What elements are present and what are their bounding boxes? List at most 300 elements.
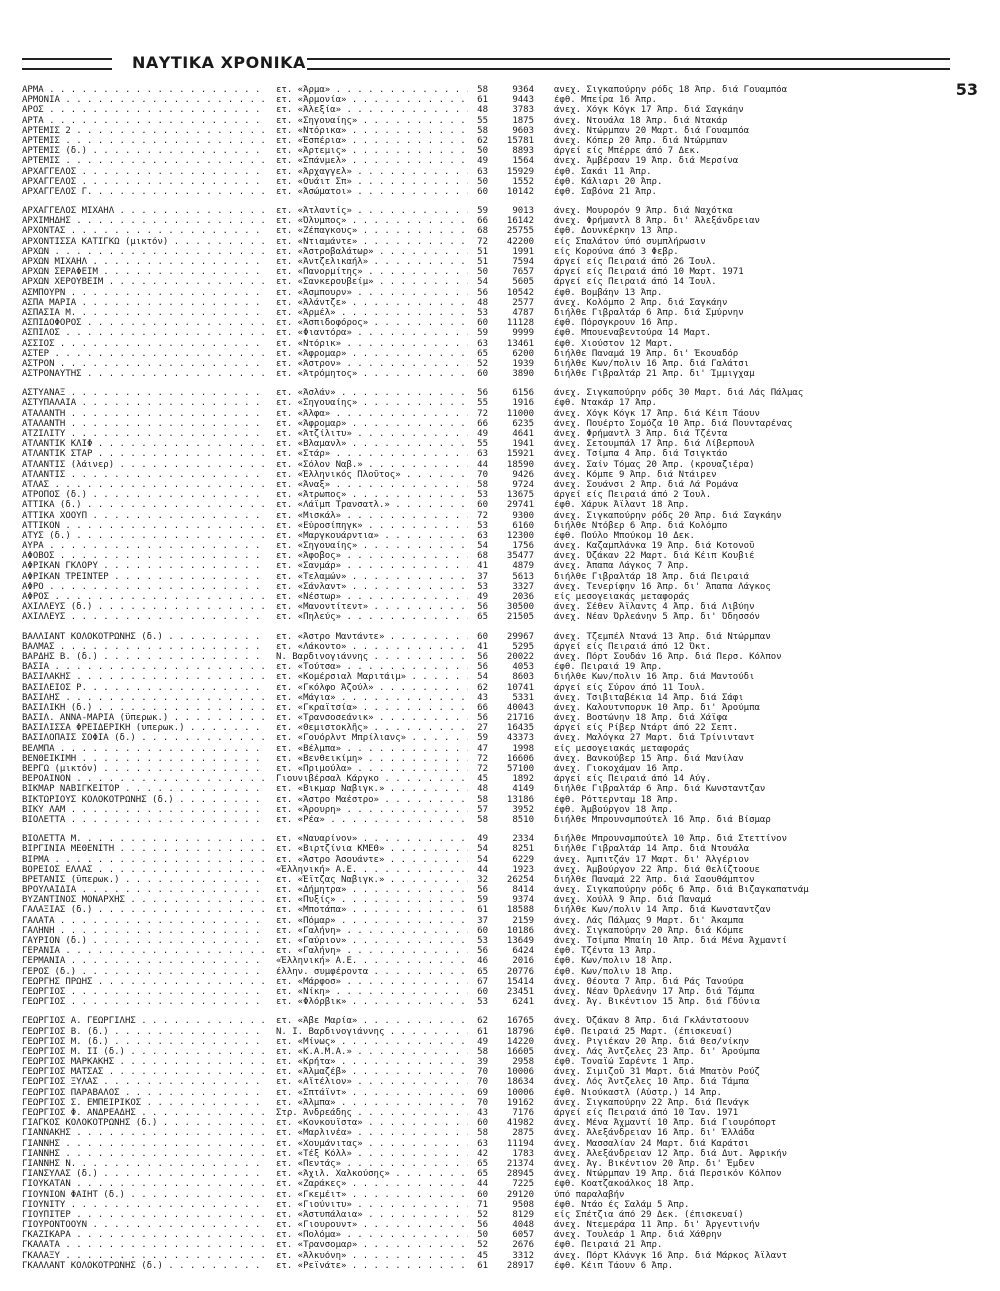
owner-agent: ετ. «Άλμπα» . . . (276, 1098, 468, 1108)
movement-status: άνεχ. Πουέρτο Σομόζα 10 Άπρ. διά Πουνταρένας (554, 418, 793, 429)
ship-name: ΑΤΤΙΚΑ (δ.) . . . (22, 500, 267, 510)
tonnage: 2577 (512, 297, 534, 308)
movement-status: άνεχ. Σουάνσι 2 Άπρ. διά Λά Ρομάνα (554, 479, 739, 490)
ship-name: ΒΙΡΜΑ . . . (22, 855, 267, 865)
ship-name: ΒΕΡΟΑΙΝΟΝ . . . (22, 774, 267, 784)
build-year: 66 (477, 418, 488, 429)
ship-name: ΑΥΡΑ . . . (22, 541, 267, 551)
owner-agent: ετ. «Άλμαζέβ» . . . (276, 1067, 468, 1077)
movement-status: άργεί είς Πειραιά άπό 26 Ίουλ. (554, 257, 717, 267)
ship-name: ΒΑΛΜΑΣ . . . (22, 642, 267, 652)
ship-name: ΑΣΣΙΟΣ . . . (22, 339, 267, 349)
owner-agent: ετ. «Τρανσοσεάνικ» . . . (276, 713, 468, 723)
build-year: 48 (477, 297, 488, 308)
tonnage: 20022 (506, 651, 534, 662)
owner-agent: ετ. «Άναξ» . . . (276, 480, 468, 490)
ship-entry-row (22, 460, 982, 470)
ship-entry-row (22, 349, 982, 359)
build-year: 58 (477, 814, 488, 825)
movement-status: άνεχ. Τουλεάρ 1 Άπρ. διά Χάθρην (554, 1230, 722, 1241)
owner-agent: ετ. «Λάϊμπ Τρανσατλ.» . . . (276, 500, 468, 510)
movement-status: έφθ. Τζέντα 13 Άπρ. (554, 946, 657, 957)
owner-agent: ετ. «Βικμαρ Ναβιγκ.» . . . (276, 784, 468, 794)
ship-entry-row (22, 216, 982, 226)
ship-name: ΓΚΑΛΑΤΑ . . . (22, 1240, 267, 1250)
ship-entry-row (22, 946, 982, 956)
owner-agent: έλλην. συμφέροντα . . . (276, 967, 468, 977)
ship-entry-row (22, 247, 982, 257)
ship-name: ΑΦΡΟΣ . . . (22, 592, 267, 602)
ship-name: ΒΑΡΔΗΣ Β. (δ.) . . . (22, 652, 267, 662)
movement-status: άνεχ. Καλουτνπορυκ 10 Άπρ. δι' Άρούμπα (554, 702, 760, 713)
tonnage: 8510 (512, 814, 534, 825)
owner-agent: ετ. «Μποτάπα» . . . (276, 905, 468, 915)
movement-status: άνεχ. Χούλλ 9 Άπρ. διά Παναμά (554, 895, 712, 906)
tonnage: 3312 (512, 1250, 534, 1261)
tonnage: 5295 (512, 641, 534, 652)
ship-entry-row (22, 1190, 982, 1200)
tonnage: 1783 (512, 1148, 534, 1159)
ship-entry-row (22, 561, 982, 571)
tonnage: 41982 (506, 1118, 534, 1129)
tonnage: 1923 (512, 864, 534, 875)
ship-name: ΓΙΟΥΡΟΝΤΟΟΥΝ . . . (22, 1220, 267, 1230)
ship-entry-row (22, 754, 982, 764)
owner-agent: ετ. «Εὐροσίπηγκ» . . . (276, 521, 468, 531)
ship-name: ΓΕΩΡΓΙΟΣ ΞΥΛΑΣ . . . (22, 1077, 267, 1087)
tonnage: 1875 (512, 115, 534, 126)
build-year: 72 (477, 510, 488, 521)
tonnage: 3952 (512, 804, 534, 815)
ship-name: ΑΣΠΙΔΟΦΟΡΟΣ . . . (22, 318, 267, 328)
ship-entry-row (22, 1251, 982, 1261)
tonnage: 3327 (512, 581, 534, 592)
build-year: 52 (477, 358, 488, 369)
ship-name: ΑΡΟΣ . . . (22, 105, 267, 115)
owner-agent: ετ. «Άρχαγγελ» . . . (276, 167, 468, 177)
owner-agent: ετ. «Πυξίς» . . . (276, 895, 468, 905)
build-year: 50 (477, 1230, 488, 1241)
owner-agent: ετ. «Άρτεμις» . . . (276, 146, 468, 156)
tonnage: 13649 (506, 936, 534, 946)
owner-agent: ετ. «Άστρον» . . . (276, 359, 468, 369)
movement-status: άνεχ. Καζαμπλάνκα 19 Άπρ. διά Κοτονοῦ (554, 541, 755, 552)
movement-status: άνεχ. Σιγκαπούρην 22 Άπρ. διά Πενάγκ (554, 1097, 750, 1108)
movement-status: διήλθε Γιβραλτάρ 18 Άπρ. διά Πειραιά (554, 571, 750, 582)
movement-status: ανεχ. Σιγκαπούρην ρόδς 18 Άπρ. διά Γουαμπόα (554, 85, 787, 95)
movement-status: άνεχ. Ντεμεράρα 11 Άπρ. δι' Άργεντινήν (554, 1220, 760, 1231)
movement-status: έφθ. Κάλιαρι 20 Άπρ. (554, 176, 663, 187)
ship-name: ΑΤΛΑΝΤΙΣ (λάινερ) . . . (22, 460, 267, 470)
ship-entry-row (22, 1230, 982, 1240)
tonnage: 25755 (506, 226, 534, 237)
ship-entry-row (22, 439, 982, 449)
build-year: 61 (477, 95, 488, 106)
build-year: 49 (477, 1036, 488, 1047)
ship-name: ΓΙΑΝΝΗΣ . . . (22, 1149, 267, 1159)
ship-entry-row (22, 1240, 982, 1250)
ship-entry-row (22, 1220, 982, 1230)
build-year: 70 (477, 1097, 488, 1108)
tonnage: 11000 (506, 408, 534, 419)
movement-status: άνεχ. Λός Άντζελες 10 Άπρ. διά Τάμπα (554, 1077, 750, 1088)
owner-agent: ετ. «Άτζίλιτυ» . . . (276, 429, 468, 439)
owner-agent: ετ. «Άσλάν» . . . (276, 388, 468, 398)
ship-entry-row (22, 602, 982, 612)
ship-name: ΓΕΩΡΓΙΟΣ ΜΑΤΣΑΣ . . . (22, 1067, 267, 1077)
build-year: 37 (477, 915, 488, 926)
ship-name: ΒΥΖΑΝΤΙΝΟΣ ΜΟΝΑΡΧΗΣ . . . (22, 895, 267, 905)
ship-entry-row (22, 531, 982, 541)
tonnage: 11128 (506, 318, 534, 329)
tonnage: 1939 (512, 358, 534, 369)
movement-status: έφθ. Πόρσγκρουν 16 Άπρ. (554, 318, 679, 329)
tonnage: 13675 (506, 490, 534, 501)
ship-name: ΓΙΑΝΣΥΛΑΣ (δ.) . . . (22, 1169, 267, 1179)
build-year: 52 (477, 1209, 488, 1220)
owner-agent: ετ. «Γαλήνη» . . . (276, 946, 468, 956)
tonnage: 9724 (512, 479, 534, 490)
owner-agent: ετ. «Γαύριον» . . . (276, 936, 468, 946)
build-year: 60 (477, 500, 488, 511)
tonnage: 6156 (512, 388, 534, 399)
ship-entry-row (22, 126, 982, 136)
ship-name: ΑΡΤΕΜΙΣ (δ.) . . . (22, 146, 267, 156)
owner-agent: ετ. «Χουμάνιτας» . . . (276, 1139, 468, 1149)
ship-entry-row (22, 429, 982, 439)
tonnage: 3890 (512, 369, 534, 380)
owner-agent: ετ. «Βενθεικίμη» . . . (276, 754, 468, 764)
ship-entry-row (22, 1016, 982, 1026)
ship-name: ΑΡΧΟΝΤΑΣ . . . (22, 226, 267, 236)
movement-status: άνεχ. Ντουάλα 18 Άπρ. διά Ντακάρ (554, 115, 728, 126)
owner-agent: ετ. «Μανοντίτεντ» . . . (276, 602, 468, 612)
owner-agent: ετ. «Έσπέρια» . . . (276, 136, 468, 146)
build-year: 42 (477, 1148, 488, 1159)
build-year: 45 (477, 774, 488, 785)
tonnage: 1991 (512, 246, 534, 257)
build-year: 60 (477, 186, 488, 197)
movement-status: άνεχ. Πόρτ Κλάνγκ 16 Άπρ. διά Μάρκος Άϊλαντ (554, 1250, 787, 1261)
ship-entry-row (22, 642, 982, 652)
ship-entry-row (22, 977, 982, 987)
movement-status: άνεχ. Σιγκαπούρην ρόδς 30 Μαρτ. διά Λάς Πάλμας (554, 388, 804, 399)
build-year: 52 (477, 1240, 488, 1251)
tonnage: 13186 (506, 794, 534, 805)
tonnage: 14220 (506, 1036, 534, 1047)
movement-status: άνεχ. Άγ. Βικέντιον 20 Άπρ. δι' Έμδεν (554, 1158, 755, 1169)
tonnage: 4149 (512, 784, 534, 795)
publication-title: ΝΑΥΤΙΚΑ ΧΡΟΝΙΚΑ (132, 53, 306, 72)
owner-agent: ετ. «Μισκάλ» . . . (276, 511, 468, 521)
ship-entry-row (22, 1261, 982, 1271)
build-year: 63 (477, 530, 488, 541)
ship-name: ΑΦΡΟ . . . (22, 582, 267, 592)
tonnage: 40043 (506, 702, 534, 713)
movement-status: είς μεσογειακάς μεταφοράς (554, 592, 690, 602)
ship-entry-row (22, 582, 982, 592)
ship-name: ΑΦΡΙΚΑΝ ΓΚΛΟΡΥ . . . (22, 561, 267, 571)
ship-name: ΓΚΑΖΙΚΑΡΑ . . . (22, 1230, 267, 1240)
ship-entry-row (22, 1210, 982, 1220)
tonnage: 10542 (506, 287, 534, 298)
build-year: 56 (477, 662, 488, 673)
tonnage: 9603 (512, 125, 534, 136)
build-year: 66 (477, 702, 488, 713)
movement-status: έφθ. Πούλο Μπούκομ 10 Δεκ. (554, 530, 695, 541)
owner-agent: ετ. «Ζαράκες» . . . (276, 1179, 468, 1189)
movement-status: έφθ. Πειραιά 21 Άπρ. (554, 1240, 663, 1251)
movement-status: έφθ. Ντακάρ 17 Άπρ. (554, 398, 657, 409)
movement-status: είς μεσογειακάς μεταφοράς (554, 743, 690, 754)
movement-status: άνεχ. Άμπιτζάν 17 Μαρτ. δι' Άλγέριον (554, 854, 750, 865)
tonnage: 18634 (506, 1077, 534, 1088)
movement-status: διήλθε Γιβραλτάρ 14 Άπρ. διά Ντουάλα (554, 844, 750, 855)
owner-agent: ετ. «Γκεμέιτ» . . . (276, 1190, 468, 1200)
owner-agent: ετ. «Άρουρη» . . . (276, 805, 468, 815)
ship-entry-row (22, 369, 982, 379)
owner-agent: ετ. «Άλφα» . . . (276, 409, 468, 419)
movement-status: έφθ. Πειραιά 25 Μαρτ. (έπισκευαί) (554, 1026, 733, 1037)
tonnage: 6160 (512, 520, 534, 531)
ship-name: ΒΕΡΓΩ (μικτόν) . . . (22, 764, 267, 774)
ship-name: ΓΑΛΑΤΑ . . . (22, 916, 267, 926)
ship-entry-row (22, 1057, 982, 1067)
tonnage: 29120 (506, 1189, 534, 1200)
tonnage: 2159 (512, 915, 534, 926)
tonnage: 18796 (506, 1026, 534, 1037)
ship-entry-row (22, 136, 982, 146)
ship-name: ΒΟΡΕΙΟΣ ΕΛΛΑΣ . . . (22, 865, 267, 875)
tonnage: 2016 (512, 956, 534, 967)
ship-name: ΑΤΖΙΛΙΤΥ . . . (22, 429, 267, 439)
owner-agent: ετ. «Άσμπουρν» . . . (276, 288, 468, 298)
build-year: 60 (477, 369, 488, 380)
movement-status: διήλθε Γιβραλτάρ 6 Άπρ. διά Σμύρνην (554, 307, 744, 318)
build-year: 60 (477, 1118, 488, 1129)
ship-name: ΓΚΑΛΛΑΝΤ ΚΟΛΟΚΟΤΡΩΝΗΣ (δ.) . . . (22, 1261, 267, 1271)
ship-entry-row (22, 592, 982, 602)
ship-name: ΓΙΟΥΝΙΟΝ ΦΑΙΗΤ (δ.) . . . (22, 1190, 267, 1200)
movement-status: άνεχ. Λάς Άντζελες 23 Άπρ. δι' Άρούμπα (554, 1046, 760, 1057)
owner-agent: ετ. «Πεντάς» . . . (276, 1159, 468, 1169)
owner-agent: ετ. «Άστυπάλαια» . . . (276, 1210, 468, 1220)
movement-status: άργεί είς Πειραιά άπό 12 Όκτ. (554, 641, 712, 652)
movement-status: άνεχ. Κόμπε 9 Άπρ. διά Ντάιρεν (554, 469, 717, 480)
build-year: 61 (477, 1026, 488, 1037)
tonnage: 4787 (512, 307, 534, 318)
owner-agent: Ν. Βαρδινογιάννης . . . (276, 652, 468, 662)
build-year: 57 (477, 804, 488, 815)
movement-status: άνεχ. Σιγκαπούρην ρόδς 6 Άπρ. διά Βιζαγκαπατνάμ (554, 885, 809, 896)
build-year: 41 (477, 641, 488, 652)
build-year: 60 (477, 925, 488, 936)
owner-agent: ετ. «Βέλμπα» . . . (276, 744, 468, 754)
tonnage: 9364 (512, 85, 534, 95)
ship-entry-row (22, 885, 982, 895)
movement-status: άργεί είς Πειραιά άπό 10 Μαρτ. 1971 (554, 267, 744, 278)
ship-entry-row (22, 1077, 982, 1087)
ship-name: ΓΕΩΡΓΙΟΣ . . . (22, 987, 267, 997)
owner-agent: ετ. «Κονκουΐστα» . . . (276, 1118, 468, 1128)
tonnage: 16765 (506, 1016, 534, 1027)
tonnage: 1916 (512, 398, 534, 409)
ship-name: ΓΑΛΗΝΗ . . . (22, 926, 267, 936)
ship-entry-row (22, 1200, 982, 1210)
build-year: 56 (477, 287, 488, 298)
build-year: 59 (477, 895, 488, 906)
tonnage: 28945 (506, 1169, 534, 1180)
ship-entry-row (22, 359, 982, 369)
ship-entry-row (22, 1098, 982, 1108)
build-year: 45 (477, 1250, 488, 1261)
tonnage: 16606 (506, 753, 534, 764)
build-year: 46 (477, 956, 488, 967)
tonnage: 3783 (512, 105, 534, 116)
movement-status: είς Κορούνα άπό 3 Φεβρ. (554, 246, 679, 257)
tonnage: 15929 (506, 166, 534, 177)
build-year: 62 (477, 1016, 488, 1027)
tonnage: 1998 (512, 743, 534, 754)
ship-entry-row (22, 257, 982, 267)
owner-agent: ετ. «Άτρόμητος» . . . (276, 369, 468, 379)
ship-entry-row (22, 541, 982, 551)
ship-entry-row (22, 1088, 982, 1098)
ship-entry-row (22, 470, 982, 480)
movement-status: έφθ. Ρόττερνταμ 18 Άπρ. (554, 794, 679, 805)
ship-entry-row (22, 632, 982, 642)
build-year: 72 (477, 236, 488, 247)
movement-status: άνεχ. Άλεξάνδρειαν 16 Άπρ. δι' Έλλάδα (554, 1128, 755, 1139)
tonnage: 12300 (506, 530, 534, 541)
movement-status: άργεί είς Σύρον άπό 11 Ίουλ. (554, 682, 706, 693)
owner-agent: ετ. «Σηγουαίης» . . . (276, 398, 468, 408)
owner-agent: Γιουνιβέρσαλ Κάργκο . . . (276, 774, 468, 784)
build-year: 60 (477, 986, 488, 997)
owner-agent: ετ. «Άχιλ. Χαλκούσης» . . . (276, 1169, 468, 1179)
movement-status: άνεχ. Τσίμπα Μπαίη 10 Άπρ. διά Μένα Άχμαντί (554, 936, 787, 946)
build-year: 63 (477, 338, 488, 349)
owner-agent: ετ. «Πολόμα» . . . (276, 1230, 468, 1240)
tonnage: 29741 (506, 500, 534, 511)
build-year: 63 (477, 449, 488, 460)
build-year: 49 (477, 592, 488, 602)
tonnage: 8603 (512, 672, 534, 683)
owner-agent: ετ. «Άρμα» . . . (276, 85, 468, 95)
owner-agent: ετ. «Άστροβαλάτωρ» . . . (276, 247, 468, 257)
ship-entry-row (22, 1149, 982, 1159)
build-year: 54 (477, 277, 488, 288)
movement-status: άνεχ. Λάς Πάλμας 9 Μαρτ. δι' Άκαμπα (554, 915, 744, 926)
owner-agent: ετ. «Τέξ Κόλλ» . . . (276, 1149, 468, 1159)
build-year: 63 (477, 1138, 488, 1149)
movement-status: άνεχ. Άλεξάνδρειαν 12 Άπρ. διά Δυτ. Άφρικήν (554, 1148, 787, 1159)
ship-entry-row (22, 551, 982, 561)
ship-entry-row (22, 288, 982, 298)
build-year: 56 (477, 946, 488, 957)
ship-entry-row (22, 328, 982, 338)
build-year: 49 (477, 156, 488, 167)
movement-status: είς Σπέτζια άπό 29 Δεκ. (έπισκευαί) (554, 1209, 744, 1220)
build-year: 66 (477, 216, 488, 227)
build-year: 58 (477, 1046, 488, 1057)
owner-agent: ετ. «Γουόρλντ Μπρίλιανς» . . . (276, 733, 468, 743)
tonnage: 6200 (512, 348, 534, 359)
owner-agent: ετ. «Βιρτζίνια ΚΜΕΘ» . . . (276, 844, 468, 854)
build-year: 56 (477, 1220, 488, 1231)
build-year: 53 (477, 997, 488, 1008)
tonnage: 18590 (506, 459, 534, 470)
tonnage: 5331 (512, 692, 534, 703)
ship-entry-row (22, 226, 982, 236)
tonnage: 1552 (512, 176, 534, 187)
ship-name: ΑΣΠΑΣΙΑ Μ. . . . (22, 308, 267, 318)
owner-agent: ετ. «Έϊτζας Ναβιγκ.» . . . (276, 875, 468, 885)
owner-agent: ετ. «Μαρλινέα» . . . (276, 1128, 468, 1138)
ship-name: ΒΑΣΙΛΗΣ . . . (22, 693, 267, 703)
ship-name: ΑΡΧΑΓΓΕΛΟΣ Γ. . . . (22, 187, 267, 197)
ship-entry-row (22, 844, 982, 854)
movement-status: άργεί είς Πειραιά άπό 2 Ίουλ. (554, 490, 712, 501)
movement-status: έφθ. Άμβούργον 18 Άπρ. (554, 804, 674, 815)
build-year: 44 (477, 864, 488, 875)
tonnage: 10186 (506, 925, 534, 936)
tonnage: 5605 (512, 277, 534, 288)
tonnage: 13461 (506, 338, 534, 349)
ship-entry-row (22, 612, 982, 622)
ship-entry-row (22, 703, 982, 713)
tonnage: 9374 (512, 895, 534, 906)
movement-status: άνεχ. Τσίμπα 4 Άπρ. διά Τσιγκτάο (554, 449, 728, 460)
ship-name: ΑΣΤΕΡ . . . (22, 349, 267, 359)
build-year: 70 (477, 469, 488, 480)
ship-entry-row (22, 449, 982, 459)
movement-status: άργεί είς Πειραιά άπό 14 Ίουλ. (554, 277, 717, 288)
ship-name: ΒΙΚΜΑΡ ΝΑΒΙΓΚΕΪΤΟΡ . . . (22, 784, 267, 794)
ship-name: ΑΡΤΕΜΙΣ . . . (22, 156, 267, 166)
ship-entry-row (22, 1027, 982, 1037)
ship-name: ΓΚΑΛΑΞΥ . . . (22, 1251, 267, 1261)
movement-status: άργεί είς Πειραιά άπό 14 Αύγ. (554, 774, 712, 785)
ship-name: ΑΤΛΑΝΤΙΚ ΣΤΑΡ . . . (22, 449, 267, 459)
owner-agent: ετ. «Άσώματοι» . . . (276, 187, 468, 197)
build-year: 65 (477, 1169, 488, 1180)
ship-name: ΒΙΟΛΕΤΤΑ Μ. . . . (22, 834, 267, 844)
owner-agent: ετ. «Πριμούλα» . . . (276, 764, 468, 774)
owner-agent: ετ. «Όλυμπος» . . . (276, 216, 468, 226)
ship-entry-row (22, 895, 982, 905)
ship-name: ΓΙΟΥΚΑΤΑΝ . . . (22, 1179, 267, 1189)
ship-movements-list (22, 85, 982, 1271)
tonnage: 21505 (506, 612, 534, 623)
movement-status: διήλθε Κων/πολιν 16 Άπρ. διά Μαντούδι (554, 672, 755, 683)
movement-status: άνεχ. Ριγιέκαν 20 Άπρ. διά Θεσ/νίκην (554, 1036, 750, 1047)
tonnage: 9999 (512, 328, 534, 339)
build-year: 37 (477, 571, 488, 582)
movement-status: έφθ. Χιούστον 12 Μαρτ. (554, 338, 674, 349)
build-year: 72 (477, 408, 488, 419)
ship-name: ΑΣΠΙΛΟΣ . . . (22, 328, 267, 338)
ship-name: ΓΕΩΡΓΙΟΣ Σ. ΕΜΠΕΙΡΙΚΟΣ . . . (22, 1098, 267, 1108)
ship-name: ΑΡΤΕΜΙΣ 2 . . . (22, 126, 267, 136)
build-year: 68 (477, 226, 488, 237)
movement-status: άνεχ. Όζάκαν 8 Άπρ. διά Γκλάντστοουν (554, 1016, 750, 1027)
build-year: 71 (477, 1199, 488, 1210)
ship-name: ΑΣΤΡΟΝΑΥΤΗΣ . . . (22, 369, 267, 379)
tonnage: 15414 (506, 976, 534, 987)
owner-agent: ετ. «Γιούνιτυ» . . . (276, 1200, 468, 1210)
owner-agent: ετ. «Άφρομαρ» . . . (276, 349, 468, 359)
